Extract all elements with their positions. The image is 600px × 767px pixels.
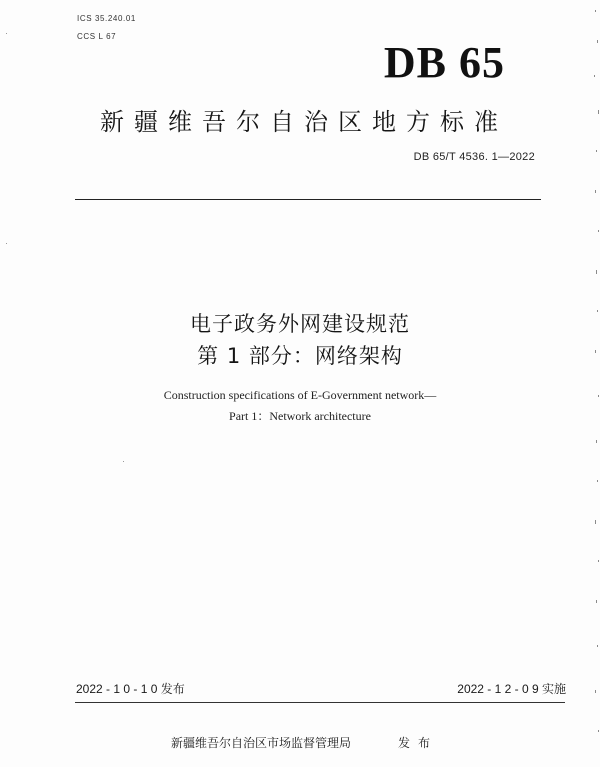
top-divider: [75, 199, 541, 200]
ccs-code: CCS L 67: [77, 32, 117, 41]
title-cn-line2: 第 1 部分：网络架构: [197, 344, 403, 368]
scan-speck: [6, 243, 7, 244]
title-en-line2: Part 1：Network architecture: [229, 409, 371, 423]
publisher-name: 新疆维吾尔自治区市场监督管理局: [171, 736, 352, 750]
db-mark: DB 65: [383, 38, 505, 87]
standard-type: 新疆维吾尔自治区地方标准: [100, 108, 508, 136]
scan-speck: [6, 33, 7, 34]
scan-speck: [123, 461, 124, 462]
publish-verb: 发布: [398, 736, 439, 750]
title-cn-line1: 电子政务外网建设规范: [190, 312, 410, 336]
implement-date: 2022 - 1 2 - 0 9 实施: [457, 682, 566, 696]
title-en-line1: Construction specifications of E-Government network—: [163, 388, 437, 402]
standard-number: DB 65/T 4536. 1—2022: [413, 151, 535, 163]
scan-edge-noise: [586, 0, 600, 767]
issue-date: 2022 - 1 0 - 1 0 发布: [76, 682, 185, 696]
ics-code: ICS 35.240.01: [77, 14, 136, 23]
bottom-divider: [75, 702, 565, 703]
